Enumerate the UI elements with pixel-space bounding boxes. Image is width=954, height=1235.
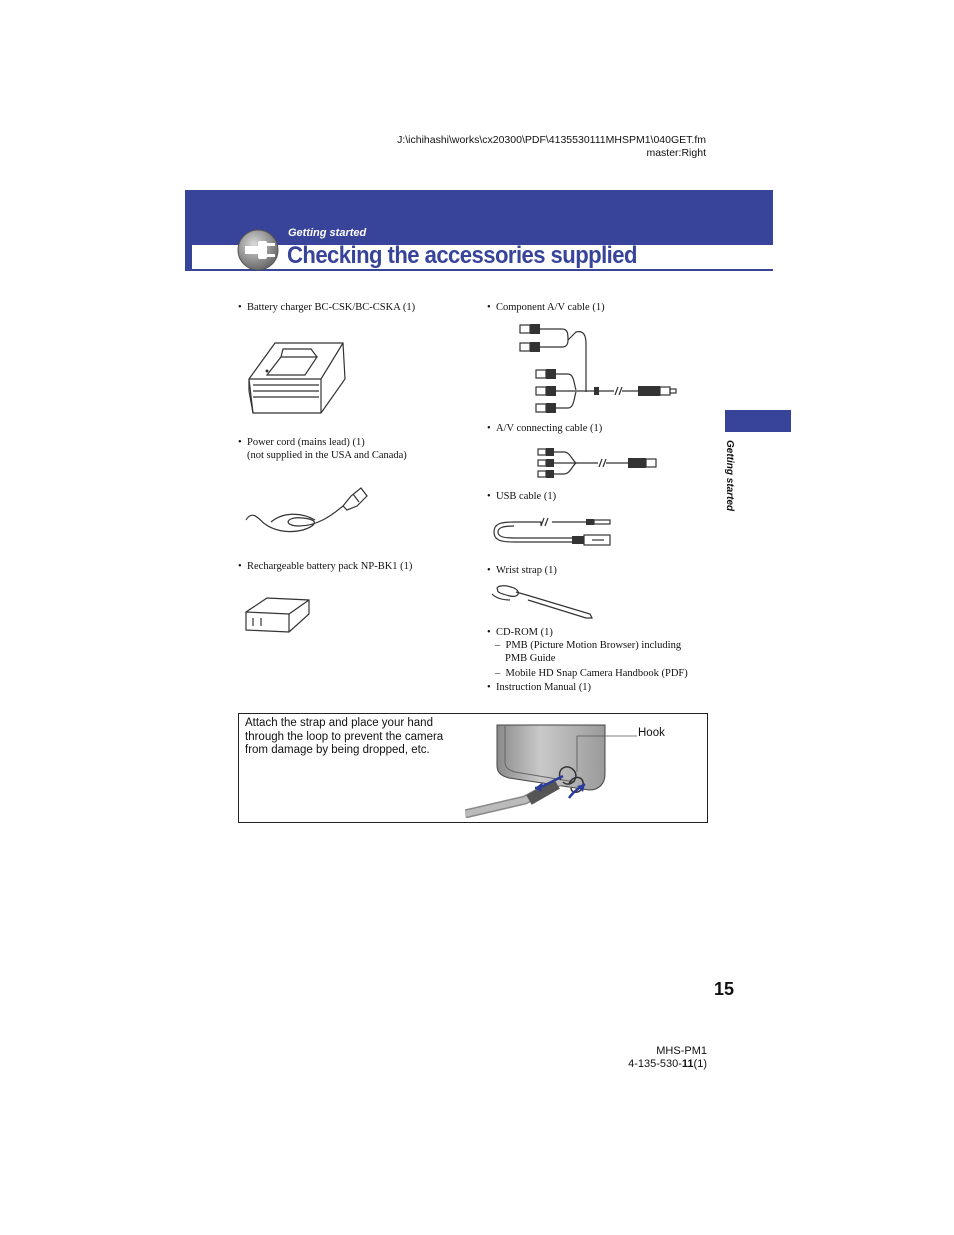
wrist-strap-illustration — [490, 584, 596, 622]
item-label: Component A/V cable (1) — [496, 302, 605, 313]
bullet: • — [238, 437, 242, 448]
list-item — [487, 626, 688, 694]
strap-note-text — [245, 717, 443, 758]
power-cord-illustration — [243, 478, 373, 536]
bullet: • — [238, 561, 242, 572]
sub-item-continuation: PMB Guide — [505, 653, 556, 664]
av-connecting-cable-illustration — [536, 446, 661, 478]
list-item — [487, 490, 556, 503]
strap-attach-illustration — [465, 722, 641, 818]
item-label: CD-ROM (1) — [496, 627, 553, 638]
section-label: Getting started — [288, 227, 367, 239]
note-line: from damage by being dropped, etc. — [245, 744, 430, 756]
model-name: MHS-PM1 — [656, 1045, 707, 1057]
hook-label: Hook — [638, 727, 665, 739]
side-tab — [725, 410, 791, 432]
item-label: Battery charger BC-CSK/BC-CSKA (1) — [247, 302, 416, 313]
model-info — [628, 1045, 707, 1071]
list-item — [487, 564, 557, 577]
sub-item: – Mobile HD Snap Camera Handbook (PDF) — [495, 668, 688, 679]
list-item — [238, 436, 407, 462]
model-code: 4-135-530-11(1) — [628, 1058, 707, 1070]
sub-item: – PMB (Picture Motion Browser) including — [495, 640, 682, 651]
note-line: through the loop to prevent the camera — [245, 730, 444, 743]
plug-icon — [236, 228, 280, 272]
list-item — [238, 560, 412, 573]
battery-pack-illustration — [243, 594, 313, 636]
item-label: USB cable (1) — [496, 491, 557, 502]
file-path-info — [397, 134, 706, 160]
list-item — [238, 301, 415, 314]
bullet: • — [487, 491, 491, 502]
component-av-cable-illustration — [518, 320, 680, 417]
page-number: 15 — [714, 979, 735, 999]
file-path: J:\ichihashi\works\cx20300\PDF\4135530111MHSPM1\040GET.fm — [397, 134, 706, 146]
header-left-bar — [185, 245, 192, 271]
side-tab-label: Getting started — [724, 440, 735, 512]
usb-cable-illustration — [488, 512, 614, 550]
battery-charger-illustration — [245, 335, 350, 417]
bullet: • — [487, 627, 491, 638]
list-item — [487, 301, 605, 314]
bullet: • — [487, 565, 491, 576]
item-note: (not supplied in the USA and Canada) — [247, 450, 407, 461]
item-label: Power cord (mains lead) (1) — [247, 437, 365, 448]
item-label: Rechargeable battery pack NP-BK1 (1) — [247, 561, 413, 572]
bullet: • — [487, 423, 491, 434]
bullet: • — [238, 302, 242, 313]
bullet: • — [487, 302, 491, 313]
item-label: Instruction Manual (1) — [496, 682, 592, 693]
list-item — [487, 422, 602, 435]
note-line: Attach the strap and place your hand — [245, 717, 433, 729]
master-page-label: master:Right — [646, 147, 706, 159]
item-label: A/V connecting cable (1) — [496, 423, 603, 434]
page-title: Checking the accessories supplied — [287, 242, 637, 269]
bullet: • — [487, 682, 491, 693]
item-label: Wrist strap (1) — [496, 565, 557, 576]
